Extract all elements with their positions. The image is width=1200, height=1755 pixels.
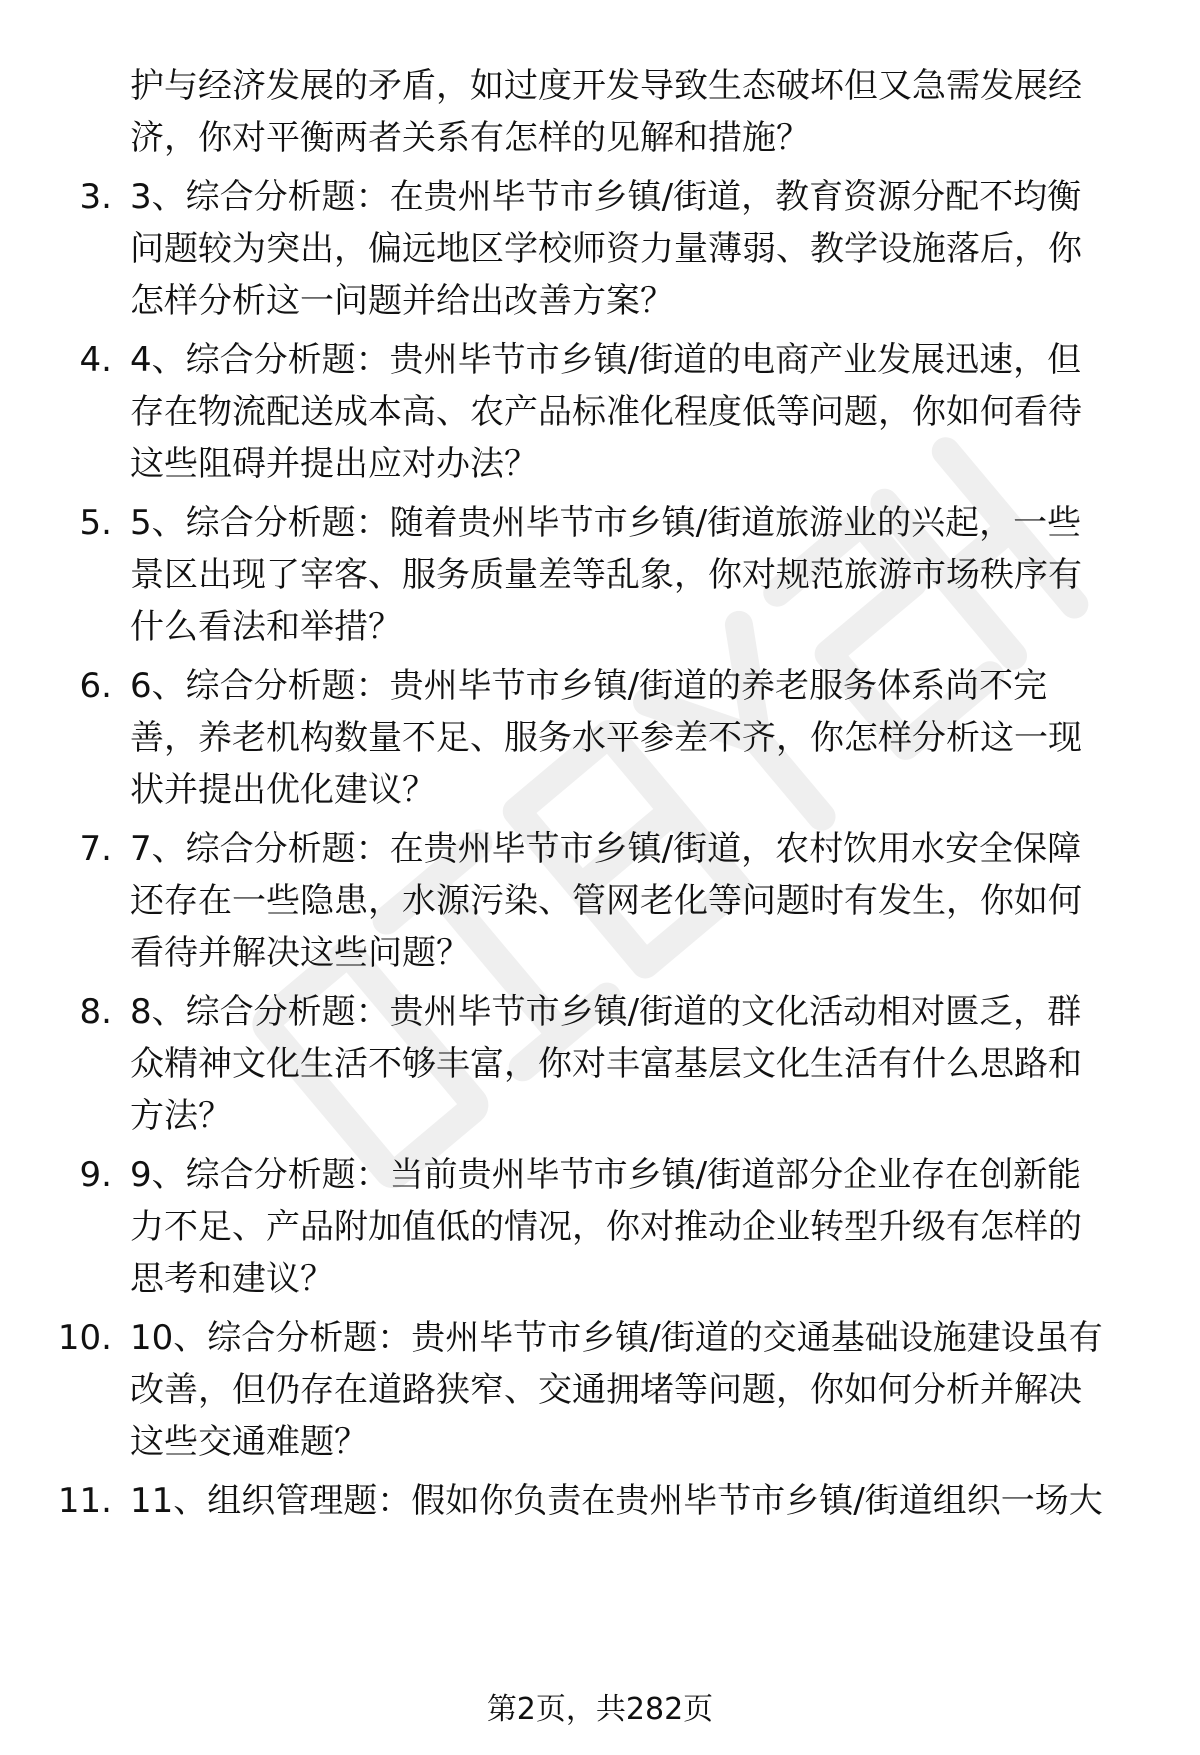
question-line: 这些阻碍并提出应对办法？ xyxy=(130,444,538,484)
list-marker: 6. xyxy=(79,666,112,706)
question-line: 还存在一些隐患，水源污染、管网老化等问题时有发生，你如何 xyxy=(130,881,1082,921)
question-line: 4、综合分析题：贵州毕节市乡镇/街道的电商产业发展迅速，但 xyxy=(130,340,1082,380)
question-line: 力不足、产品附加值低的情况，你对推动企业转型升级有怎样的 xyxy=(130,1207,1082,1247)
question-text xyxy=(130,823,1170,979)
continued-line-2: 济，你对平衡两者关系有怎样的见解和措施？ xyxy=(130,118,810,158)
question-line: 善，养老机构数量不足、服务水平参差不齐，你怎样分析这一现 xyxy=(130,718,1082,758)
list-marker: 3. xyxy=(79,177,112,217)
question-text xyxy=(130,334,1170,490)
list-marker: 8. xyxy=(79,992,112,1032)
question-line: 思考和建议？ xyxy=(130,1259,334,1299)
page-number-label: 第2页，共282页 xyxy=(486,1692,714,1727)
question-text xyxy=(130,660,1170,816)
list-marker: 10. xyxy=(57,1318,112,1358)
question-text xyxy=(130,171,1170,327)
question-text xyxy=(130,497,1170,653)
question-line: 3、综合分析题：在贵州毕节市乡镇/街道，教育资源分配不均衡 xyxy=(130,177,1082,217)
question-line: 怎样分析这一问题并给出改善方案？ xyxy=(130,281,674,321)
question-line: 众精神文化生活不够丰富，你对丰富基层文化生活有什么思路和 xyxy=(130,1044,1082,1084)
question-text xyxy=(130,1149,1170,1305)
question-text xyxy=(130,986,1170,1142)
question-line: 方法？ xyxy=(130,1096,232,1136)
list-marker: 7. xyxy=(79,829,112,869)
question-line: 看待并解决这些问题？ xyxy=(130,933,470,973)
question-line: 10、综合分析题：贵州毕节市乡镇/街道的交通基础设施建设虽有 xyxy=(130,1318,1103,1358)
question-line: 11、组织管理题：假如你负责在贵州毕节市乡镇/街道组织一场大 xyxy=(130,1481,1103,1521)
question-text xyxy=(130,1475,1170,1527)
question-line: 7、综合分析题：在贵州毕节市乡镇/街道，农村饮用水安全保障 xyxy=(130,829,1082,869)
list-marker: 9. xyxy=(79,1155,112,1195)
question-line: 5、综合分析题：随着贵州毕节市乡镇/街道旅游业的兴起，一些 xyxy=(130,503,1082,543)
question-line: 9、综合分析题：当前贵州毕节市乡镇/街道部分企业存在创新能 xyxy=(130,1155,1082,1195)
question-line: 问题较为突出，偏远地区学校师资力量薄弱、教学设施落后，你 xyxy=(130,229,1082,269)
list-marker: 5. xyxy=(79,503,112,543)
list-marker: 4. xyxy=(79,340,112,380)
list-marker: 11. xyxy=(57,1481,112,1521)
question-line: 改善，但仍存在道路狭窄、交通拥堵等问题，你如何分析并解决 xyxy=(130,1370,1082,1410)
question-line: 状并提出优化建议？ xyxy=(130,770,436,810)
question-line: 景区出现了宰客、服务质量差等乱象，你对规范旅游市场秩序有 xyxy=(130,555,1082,595)
question-line: 存在物流配送成本高、农产品标准化程度低等问题，你如何看待 xyxy=(130,392,1082,432)
question-text xyxy=(130,1312,1170,1468)
question-line: 8、综合分析题：贵州毕节市乡镇/街道的文化活动相对匮乏，群 xyxy=(130,992,1082,1032)
continued-line-1: 护与经济发展的矛盾，如过度开发导致生态破坏但又急需发展经 xyxy=(130,66,1082,106)
page-footer xyxy=(0,1690,1200,1730)
continued-paragraph xyxy=(130,60,1170,164)
question-line: 什么看法和举措？ xyxy=(130,607,402,647)
question-line: 这些交通难题？ xyxy=(130,1422,368,1462)
question-line: 6、综合分析题：贵州毕节市乡镇/街道的养老服务体系尚不完 xyxy=(130,666,1048,706)
